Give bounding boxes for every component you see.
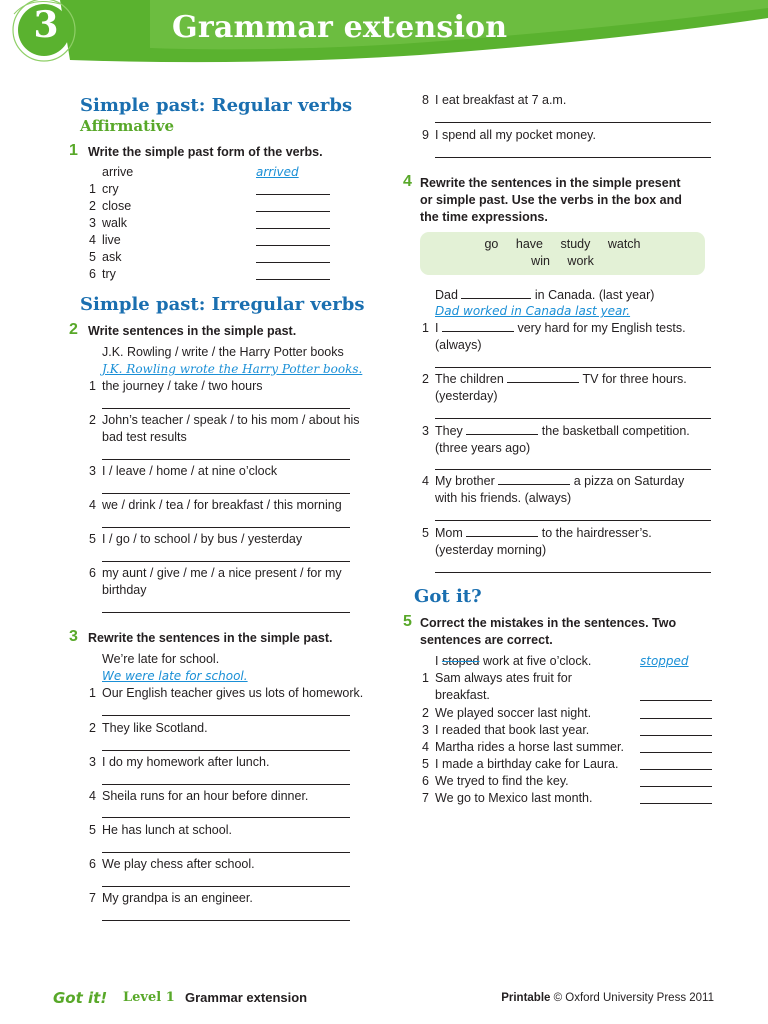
answer-line[interactable] — [640, 752, 712, 753]
item-number: 2 — [89, 413, 96, 427]
section-heading-got-it: Got it? — [414, 586, 482, 607]
page-header — [0, 0, 768, 66]
example-prompt: We’re late for school. — [102, 652, 220, 666]
subheading-affirmative: Affirmative — [80, 117, 175, 135]
sentence: I spend all my pocket money. — [435, 128, 596, 142]
sentence-end: work at five o’clock. — [482, 654, 592, 668]
sentence-end: in Canada. (last year) — [534, 288, 655, 302]
example-sentence — [435, 653, 591, 670]
item-number: 3 — [89, 755, 96, 769]
prompt: my aunt / give / me / a nice present / for my — [102, 566, 342, 580]
item-number: 1 — [89, 379, 96, 393]
prompt: the journey / take / two hours — [102, 379, 263, 393]
gap-blank[interactable] — [461, 287, 531, 299]
exercise-number: 3 — [69, 628, 78, 645]
item-number: 3 — [89, 216, 96, 230]
printable-label: Printable — [501, 992, 551, 1004]
item-number: 3 — [422, 723, 429, 737]
word-box-row — [420, 253, 705, 270]
item-number: 5 — [422, 526, 429, 540]
item-number: 4 — [89, 789, 96, 803]
answer-line[interactable] — [102, 715, 350, 716]
exercise-instruction: Write sentences in the simple past. — [88, 324, 297, 338]
verb: ask — [102, 250, 122, 264]
section-heading-regular-verbs: Simple past: Regular verbs — [80, 95, 353, 116]
footer-copyright — [501, 992, 714, 1004]
answer-line[interactable] — [640, 769, 712, 770]
sentence-end: TV for three hours. — [582, 372, 687, 386]
item-number: 1 — [422, 321, 429, 335]
example-answer: stopped — [640, 654, 689, 668]
answer-line[interactable] — [256, 228, 330, 229]
time-expression: (yesterday) — [435, 389, 498, 403]
sentence-end: to the hairdresser’s. — [541, 526, 652, 540]
sentence: Sam always ates fruit for — [435, 671, 572, 685]
gap-sentence — [435, 371, 687, 388]
exercise-number: 2 — [69, 321, 78, 338]
item-number: 5 — [89, 250, 96, 264]
page-title: Grammar extension — [172, 10, 508, 45]
example-answer: arrived — [256, 165, 299, 179]
gap-sentence — [435, 423, 690, 440]
copyright-text: © Oxford University Press 2011 — [553, 992, 714, 1004]
sentence-continued: breakfast. — [435, 688, 490, 702]
sentence: I eat breakfast at 7 a.m. — [435, 93, 567, 107]
item-number: 4 — [89, 233, 96, 247]
item-number: 1 — [89, 182, 96, 196]
struck-word: stoped — [441, 654, 480, 668]
answer-line[interactable] — [102, 527, 350, 528]
sentence: He has lunch at school. — [102, 823, 232, 837]
item-number: 1 — [89, 686, 96, 700]
item-number: 3 — [89, 464, 96, 478]
prompt: we / drink / tea / for breakfast / this morning — [102, 498, 342, 512]
answer-line[interactable] — [102, 817, 350, 818]
answer-line[interactable] — [102, 784, 350, 785]
gap-blank[interactable] — [442, 320, 514, 332]
verb: walk — [102, 216, 128, 230]
sentence-start: I — [435, 321, 439, 335]
answer-line[interactable] — [102, 459, 350, 460]
answer-line[interactable] — [102, 852, 350, 853]
answer-line[interactable] — [256, 262, 330, 263]
time-expression: (always) — [435, 338, 482, 352]
answer-line[interactable] — [435, 520, 711, 521]
verb: live — [102, 233, 121, 247]
item-number: 5 — [89, 823, 96, 837]
exercise-number: 4 — [403, 173, 412, 190]
answer-line[interactable] — [256, 279, 330, 280]
sentence-start: Mom — [435, 526, 463, 540]
gap-blank[interactable] — [466, 525, 538, 537]
answer-line[interactable] — [102, 561, 350, 562]
prompt-continued: bad test results — [102, 430, 187, 444]
sentence-end: very hard for my English tests. — [517, 321, 686, 335]
item-number: 1 — [422, 671, 429, 685]
gap-blank[interactable] — [466, 423, 538, 435]
item-number: 2 — [422, 706, 429, 720]
item-number: 4 — [422, 474, 429, 488]
gap-blank[interactable] — [507, 371, 579, 383]
unit-number: 3 — [33, 4, 59, 46]
got-it-logo: Got it! — [53, 989, 108, 1007]
answer-line[interactable] — [435, 367, 711, 368]
item-number: 2 — [89, 721, 96, 735]
item-number: 5 — [89, 532, 96, 546]
exercise-instruction: the time expressions. — [420, 210, 548, 224]
sentence: They like Scotland. — [102, 721, 208, 735]
answer-line[interactable] — [435, 418, 711, 419]
item-number: 8 — [422, 93, 429, 107]
item-number: 6 — [89, 566, 96, 580]
item-number: 7 — [89, 891, 96, 905]
box-word: have — [515, 237, 543, 251]
sentence: We play chess after school. — [102, 857, 255, 871]
sentence-start: The children — [435, 372, 504, 386]
answer-line[interactable] — [102, 612, 350, 613]
gap-sentence — [435, 320, 686, 337]
answer-line[interactable] — [256, 211, 330, 212]
example-answer: We were late for school. — [102, 669, 248, 683]
footer-section: Grammar extension — [185, 990, 308, 1005]
word-box-row — [420, 236, 705, 253]
prompt: John’s teacher / speak / to his mom / about his — [102, 413, 360, 427]
sentence: I readed that book last year. — [435, 723, 590, 737]
box-word: watch — [607, 237, 641, 251]
item-number: 3 — [422, 424, 429, 438]
time-expression: (three years ago) — [435, 441, 531, 455]
exercise-instruction: Rewrite the sentences in the simple past. — [88, 631, 333, 645]
answer-line[interactable] — [102, 750, 350, 751]
sentence-end: the basketball competition. — [541, 424, 690, 438]
sentence-start: My brother — [435, 474, 495, 488]
time-expression: (yesterday morning) — [435, 543, 547, 557]
answer-line[interactable] — [102, 408, 350, 409]
item-number: 6 — [89, 857, 96, 871]
sentence: Sheila runs for an hour before dinner. — [102, 789, 309, 803]
answer-line[interactable] — [435, 157, 711, 158]
answer-line[interactable] — [256, 194, 330, 195]
item-number: 9 — [422, 128, 429, 142]
answer-line[interactable] — [640, 803, 712, 804]
item-number: 4 — [89, 498, 96, 512]
sentence: I made a birthday cake for Laura. — [435, 757, 619, 771]
sentence: Our English teacher gives us lots of homework. — [102, 686, 364, 700]
sentence: My grandpa is an engineer. — [102, 891, 253, 905]
example-sentence — [435, 287, 654, 304]
answer-line[interactable] — [435, 122, 711, 123]
exercise-instruction: or simple past. Use the verbs in the box and — [420, 193, 682, 207]
box-word: go — [484, 237, 499, 251]
item-number: 2 — [422, 372, 429, 386]
exercise-number: 5 — [403, 613, 412, 630]
answer-line[interactable] — [640, 786, 712, 787]
sentence-start: Dad — [435, 288, 458, 302]
prompt-continued: birthday — [102, 583, 147, 597]
answer-line[interactable] — [640, 735, 712, 736]
answer-line[interactable] — [102, 493, 350, 494]
gap-blank[interactable] — [498, 473, 570, 485]
sentence: I do my homework after lunch. — [102, 755, 270, 769]
answer-line[interactable] — [435, 572, 711, 573]
answer-line[interactable] — [256, 245, 330, 246]
answer-line[interactable] — [640, 700, 712, 701]
gap-sentence — [435, 525, 652, 542]
box-word: work — [567, 254, 594, 268]
exercise-instruction: Rewrite the sentences in the simple present — [420, 176, 681, 190]
item-number: 6 — [89, 267, 96, 281]
section-heading-irregular-verbs: Simple past: Irregular verbs — [80, 294, 365, 315]
prompt: I / go / to school / by bus / yesterday — [102, 532, 303, 546]
example-prompt: J.K. Rowling / write / the Harry Potter books — [102, 345, 344, 359]
item-number: 6 — [422, 774, 429, 788]
verb: cry — [102, 182, 119, 196]
exercise-number: 1 — [69, 142, 78, 159]
exercise-instruction: sentences are correct. — [420, 633, 553, 647]
exercise-instruction: Write the simple past form of the verbs. — [88, 145, 323, 159]
prompt: I / leave / home / at nine o’clock — [102, 464, 278, 478]
item-number: 4 — [422, 740, 429, 754]
sentence: We tryed to find the key. — [435, 774, 569, 788]
sentence-start: They — [435, 424, 463, 438]
answer-line[interactable] — [102, 886, 350, 887]
example-word: arrive — [102, 165, 134, 179]
answer-line[interactable] — [102, 920, 350, 921]
time-expression: with his friends. (always) — [435, 491, 572, 505]
box-word: win — [531, 254, 550, 268]
answer-line[interactable] — [435, 469, 711, 470]
verb: close — [102, 199, 132, 213]
box-word: study — [560, 237, 591, 251]
example-answer: J.K. Rowling wrote the Harry Potter books. — [102, 362, 363, 376]
footer-level: Level 1 — [123, 990, 175, 1005]
item-number: 5 — [422, 757, 429, 771]
exercise-instruction: Correct the mistakes in the sentences. Two — [420, 616, 677, 630]
item-number: 7 — [422, 791, 429, 805]
sentence-end: a pizza on Saturday — [573, 474, 685, 488]
item-number: 2 — [89, 199, 96, 213]
sentence-start: I — [435, 654, 439, 668]
sentence: Martha rides a horse last summer. — [435, 740, 624, 754]
verb: try — [102, 267, 116, 281]
sentence: We go to Mexico last month. — [435, 791, 593, 805]
answer-line[interactable] — [640, 718, 712, 719]
gap-sentence — [435, 473, 684, 490]
sentence: We played soccer last night. — [435, 706, 592, 720]
verb-word-box — [420, 232, 705, 275]
example-answer: Dad worked in Canada last year. — [435, 304, 631, 318]
